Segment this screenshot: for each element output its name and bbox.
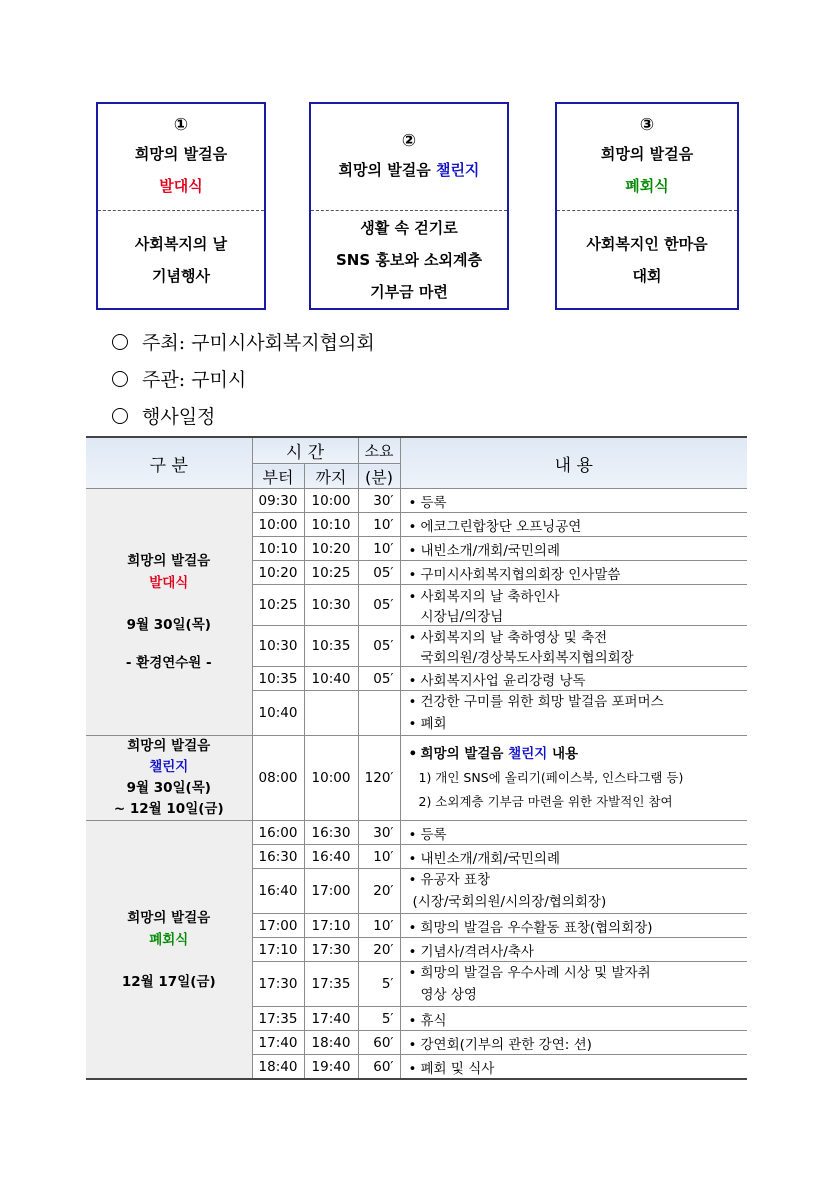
organizer-line: 주관: 구미시 <box>112 365 246 392</box>
cell-duration: 20′ <box>358 938 400 962</box>
cell-content: • 내빈소개/개회/국민의례 <box>400 537 747 561</box>
box-number: ① <box>173 115 189 135</box>
cell-from: 18:40 <box>252 1055 304 1080</box>
box-subtitle: 챌린지 <box>435 161 480 179</box>
cell-duration: 30′ <box>358 821 400 845</box>
cell-to: 10:00 <box>304 736 358 821</box>
box-subtitle: 폐회식 <box>625 177 669 195</box>
cell-content: • 기념사/격려사/축사 <box>400 938 747 962</box>
cell-from: 10:25 <box>252 585 304 626</box>
host-line: 주최: 구미시사회복지협의회 <box>112 328 375 355</box>
event-box-2 <box>309 102 509 310</box>
cell-content: • 건강한 구미를 위한 희망 발걸음 포퍼머스 • 폐회 <box>400 691 747 736</box>
cell-from: 16:00 <box>252 821 304 845</box>
cell-duration <box>358 691 400 736</box>
header-time: 시 간 <box>252 437 358 464</box>
cell-to: 17:00 <box>304 869 358 914</box>
box-desc: 사회복지인 한마음 <box>586 234 708 253</box>
cell-content: • 희망의 발걸음 우수활동 표창(협의회장) <box>400 914 747 938</box>
box-desc: 사회복지의 날 <box>134 234 228 253</box>
cell-from: 10:30 <box>252 626 304 667</box>
cell-content: • 내빈소개/개회/국민의례 <box>400 845 747 869</box>
cell-duration: 10′ <box>358 914 400 938</box>
cell-to: 10:25 <box>304 561 358 585</box>
schedule-table <box>86 436 747 1080</box>
cell-from: 17:35 <box>252 1007 304 1031</box>
cell-duration: 10′ <box>358 513 400 537</box>
cell-to: 10:35 <box>304 626 358 667</box>
cell-to <box>304 691 358 736</box>
cell-from: 17:00 <box>252 914 304 938</box>
cell-content: • 등록 <box>400 489 747 513</box>
cell-to: 17:10 <box>304 914 358 938</box>
cell-content: • 에코그린합창단 오프닝공연 <box>400 513 747 537</box>
cell-duration: 05′ <box>358 585 400 626</box>
cell-from: 16:40 <box>252 869 304 914</box>
header-content: 내 용 <box>400 437 747 489</box>
event-box-1 <box>96 102 266 310</box>
box-desc: 기념행사 <box>152 266 210 285</box>
cell-duration: 120′ <box>358 736 400 821</box>
schedule-heading: 행사일정 <box>112 402 215 429</box>
header-duration: 소요 <box>358 437 400 464</box>
cell-to: 10:30 <box>304 585 358 626</box>
cell-duration: 05′ <box>358 561 400 585</box>
cell-content: • 희망의 발걸음 우수사례 시상 및 발자취 영상 상영 <box>400 962 747 1007</box>
cell-to: 10:00 <box>304 489 358 513</box>
cell-to: 16:40 <box>304 845 358 869</box>
cell-from: 17:40 <box>252 1031 304 1055</box>
cell-to: 17:35 <box>304 962 358 1007</box>
box-desc: 생활 속 걷기로 <box>360 218 458 237</box>
cell-from: 08:00 <box>252 736 304 821</box>
header-duration-unit: (분) <box>358 464 400 489</box>
cell-from: 10:10 <box>252 537 304 561</box>
cell-to: 16:30 <box>304 821 358 845</box>
cell-duration: 05′ <box>358 667 400 691</box>
cell-content: • 강연회(기부의 관한 강연: 션) <box>400 1031 747 1055</box>
circle-bullet-icon <box>112 371 128 387</box>
box-number: ③ <box>639 115 655 135</box>
box-desc: SNS 홍보와 소외계층 <box>335 250 483 269</box>
cell-from: 17:30 <box>252 962 304 1007</box>
header-section: 구 분 <box>86 437 252 489</box>
cell-content: • 등록 <box>400 821 747 845</box>
cell-from: 10:40 <box>252 691 304 736</box>
cell-to: 19:40 <box>304 1055 358 1080</box>
cell-to: 18:40 <box>304 1031 358 1055</box>
cell-to: 10:40 <box>304 667 358 691</box>
cell-duration: 10′ <box>358 537 400 561</box>
cell-content: • 사회복지의 날 축하인사 시장님/의장님 <box>400 585 747 626</box>
box-title: 희망의 발걸음 챌린지 <box>338 161 480 179</box>
cell-content: • 구미시사회복지협의회장 인사말씀 <box>400 561 747 585</box>
box-title: 희망의 발걸음 <box>134 145 228 163</box>
cell-from: 10:00 <box>252 513 304 537</box>
circle-bullet-icon <box>112 334 128 350</box>
group-challenge: 희망의 발걸음 챌린지 9월 30일(목) ~ 12월 10일(금) <box>86 736 252 821</box>
cell-duration: 20′ <box>358 869 400 914</box>
box-subtitle: 발대식 <box>159 177 203 195</box>
box-title: 희망의 발걸음 <box>600 145 694 163</box>
group-launch: 희망의 발걸음 발대식 9월 30일(목) - 환경연수원 - <box>86 489 252 736</box>
cell-content: • 휴식 <box>400 1007 747 1031</box>
cell-duration: 60′ <box>358 1031 400 1055</box>
cell-duration: 10′ <box>358 845 400 869</box>
circle-bullet-icon <box>112 408 128 424</box>
cell-content: • 유공자 표창 (시장/국회의원/시의장/협의회장) <box>400 869 747 914</box>
cell-duration: 05′ <box>358 626 400 667</box>
cell-from: 09:30 <box>252 489 304 513</box>
group-closing: 희망의 발걸음 폐회식 12월 17일(금) <box>86 821 252 1080</box>
header-to: 까지 <box>304 464 358 489</box>
cell-content: • 폐회 및 식사 <box>400 1055 747 1080</box>
cell-from: 10:35 <box>252 667 304 691</box>
cell-content: • 희망의 발걸음 챌린지 내용 1) 개인 SNS에 올리기(페이스북, 인스타그램 등) 2) 소외계층 기부금 마련을 위한 자발적인 참여 <box>400 736 747 821</box>
event-box-3 <box>555 102 739 310</box>
cell-from: 17:10 <box>252 938 304 962</box>
cell-from: 16:30 <box>252 845 304 869</box>
box-desc: 기부금 마련 <box>370 282 448 301</box>
cell-duration: 60′ <box>358 1055 400 1080</box>
header-from: 부터 <box>252 464 304 489</box>
cell-to: 17:30 <box>304 938 358 962</box>
cell-to: 10:10 <box>304 513 358 537</box>
cell-content: • 사회복지의 날 축하영상 및 축전 국회의원/경상북도사회복지협의회장 <box>400 626 747 667</box>
cell-duration: 5′ <box>358 962 400 1007</box>
box-number: ② <box>401 131 417 151</box>
cell-duration: 5′ <box>358 1007 400 1031</box>
box-desc: 대회 <box>632 266 662 285</box>
cell-duration: 30′ <box>358 489 400 513</box>
cell-to: 10:20 <box>304 537 358 561</box>
cell-to: 17:40 <box>304 1007 358 1031</box>
cell-from: 10:20 <box>252 561 304 585</box>
cell-content: • 사회복지사업 윤리강령 낭독 <box>400 667 747 691</box>
